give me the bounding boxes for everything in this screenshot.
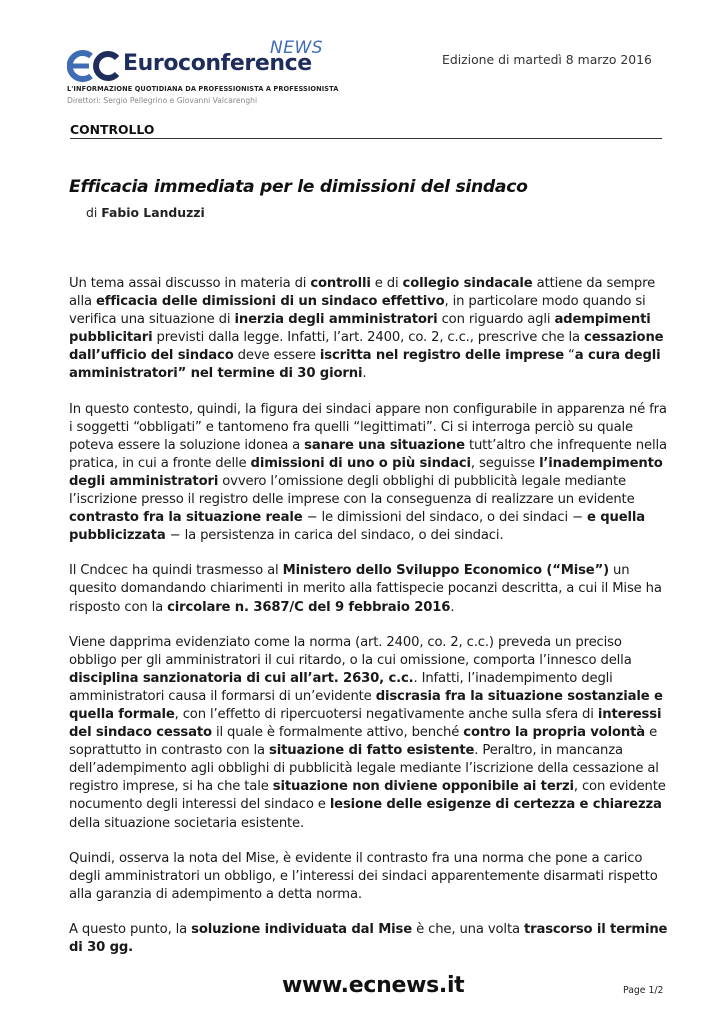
article-paragraph <box>69 921 669 957</box>
logo-tagline: L'INFORMAZIONE QUOTIDIANA DA PROFESSIONISTA A PROFESSIONISTA <box>67 85 339 93</box>
article-paragraph <box>69 850 669 904</box>
euroconference-logo <box>67 38 339 110</box>
text-run: Viene dapprima evidenziato come la norma (art. 2400, co. 2, c.c.) preveda un preciso obbligo per gli amministratori il cui ritardo, o la cui omissione, comporta l’innesco della <box>69 634 632 668</box>
bold-text: dimissioni di uno o più sindaci <box>250 455 471 471</box>
text-run: . <box>362 366 367 382</box>
text-run: , seguisse <box>470 455 540 471</box>
text-run: e di <box>370 276 403 291</box>
article-paragraph <box>69 401 669 546</box>
article-body <box>69 275 669 974</box>
logo-news-label: NEWS <box>270 38 324 58</box>
text-run: , con evidente nocumento degli interessi del sindaco e <box>69 779 666 813</box>
logo-brand-name: Euroconference <box>123 51 312 76</box>
text-run: e soprattutto in contrasto con la <box>69 725 658 759</box>
bold-text: soluzione individuata dal Mise <box>191 921 413 937</box>
text-run: Il Cndcec ha quindi trasmesso al <box>69 563 283 579</box>
bold-text: circolare n. 3687/C del 9 febbraio 2016 <box>167 599 451 615</box>
text-run: . <box>450 599 455 615</box>
logo-directors: Direttori: Sergio Pellegrino e Giovanni Valcarenghi <box>67 96 258 105</box>
article-paragraph <box>69 562 669 616</box>
text-run: − la persistenza in carica del sindaco, o dei sindaci. <box>165 528 504 544</box>
text-run: Un tema assai discusso in materia di <box>69 276 311 291</box>
bold-text: collegio sindacale <box>402 276 533 291</box>
edition-date: Edizione di martedì 8 marzo 2016 <box>442 52 652 67</box>
article-title: Efficacia immediata per le dimissioni del sindaco <box>69 177 528 197</box>
text-run: , in particolare modo quando si verifica una situazione di <box>69 294 646 328</box>
text-run: “ <box>564 348 575 364</box>
section-divider <box>70 138 662 139</box>
text-run: . Peraltro, in mancanza dell’adempimento agli obblighi di pubblicità legale mediante l’iscrizione della cessazione al registro imprese, si ha che tale <box>69 743 659 795</box>
text-run: deve essere <box>233 348 320 364</box>
article-byline <box>86 205 205 220</box>
bold-text: efficacia delle dimissioni di un sindaco effettivo <box>95 294 445 310</box>
bold-text: discrasia fra la situazione sostanziale e quella formale <box>69 688 663 722</box>
bold-text: iscritta nel registro delle imprese <box>319 348 565 364</box>
article-author: Fabio Landuzzi <box>101 205 205 220</box>
byline-prefix: di <box>86 205 98 220</box>
bold-text: cessazione dall’ufficio del sindaco <box>69 330 664 364</box>
text-run: A questo punto, la <box>69 921 192 937</box>
bold-text: Ministero dello Sviluppo Economico (“Mise”) <box>282 563 609 579</box>
article-paragraph <box>69 275 669 384</box>
text-run: il quale è formalmente attivo, benché <box>211 725 464 741</box>
bold-text: contro la propria volontà <box>463 725 646 741</box>
text-run: ovvero l’omissione degli obblighi di pubblicità legale mediante l’iscrizione presso il registro delle imprese con la conseguenza di realizzare un evidente <box>69 473 635 508</box>
bold-text: a cura degli amministratori” nel termine di 30 giorni <box>69 348 661 382</box>
page-number: Page 1/2 <box>623 985 664 996</box>
bold-text: disciplina sanzionatoria di cui all’art. 2630, c.c. <box>69 670 414 686</box>
bold-text: situazione non diviene opponibile ai terzi <box>272 779 574 795</box>
text-run: con riguardo agli <box>437 312 555 328</box>
bold-text: situazione di fatto esistente <box>269 743 475 759</box>
text-run: . Infatti, l’inadempimento degli amministratori causa il formarsi di un’evidente <box>69 670 613 704</box>
text-run: un quesito domandando chiarimenti in merito alla fattispecie pocanzi descritta, a cui il Mise ha risposto con la <box>69 563 662 615</box>
website-link[interactable]: www.ecnews.it <box>282 973 465 998</box>
bold-text: trascorso il termine di 30 gg. <box>69 921 668 955</box>
bold-text: adempimenti pubblicitari <box>69 312 651 346</box>
text-run: Quindi, osserva la nota del Mise, è evidente il contrasto fra una norma che pone a carico degli amministratori un obbligo, e l’interessi dei sindaci apparentemente disarmati rispetto alla garanzia di adempimento a detta norma. <box>69 850 658 902</box>
bold-text: controlli <box>310 276 371 291</box>
text-run: In questo contesto, quindi, la figura dei sindaci appare non configurabile in apparenza né fra i soggetti “obbligati” e tantomeno fra quelli “legittimati”. Ci si interroga perciò su quale poteva essere la soluzione idonea a <box>69 401 667 453</box>
text-run: attiene da sempre alla <box>69 276 656 310</box>
text-run: è che, una volta <box>412 921 524 937</box>
section-label: CONTROLLO <box>70 122 155 137</box>
bold-text: interessi del sindaco cessato <box>69 706 662 741</box>
text-run: − le dimissioni del sindaco, o dei sindaci − <box>302 510 587 526</box>
bold-text: inerzia degli amministratori <box>234 312 438 328</box>
text-run: tutt’altro che infrequente nella pratica, in cui a fronte delle <box>69 437 667 471</box>
bold-text: l’inadempimento degli amministratori <box>69 455 663 489</box>
text-run: , con l’effetto di ripercuotersi negativamente anche sulla sfera di <box>174 706 598 722</box>
bold-text: sanare una situazione <box>304 437 465 453</box>
text-run: della situazione societaria esistente. <box>69 815 305 831</box>
text-run: previsti dalla legge. Infatti, l’art. 2400, co. 2, c.c., prescrive che la <box>152 330 585 346</box>
bold-text: e quella pubblicizzata <box>69 510 646 544</box>
bold-text: lesione delle esigenze di certezza e chiarezza <box>329 797 662 813</box>
bold-text: contrasto fra la situazione reale <box>69 510 303 526</box>
article-paragraph <box>69 634 669 833</box>
ec-logo-icon <box>67 46 123 86</box>
